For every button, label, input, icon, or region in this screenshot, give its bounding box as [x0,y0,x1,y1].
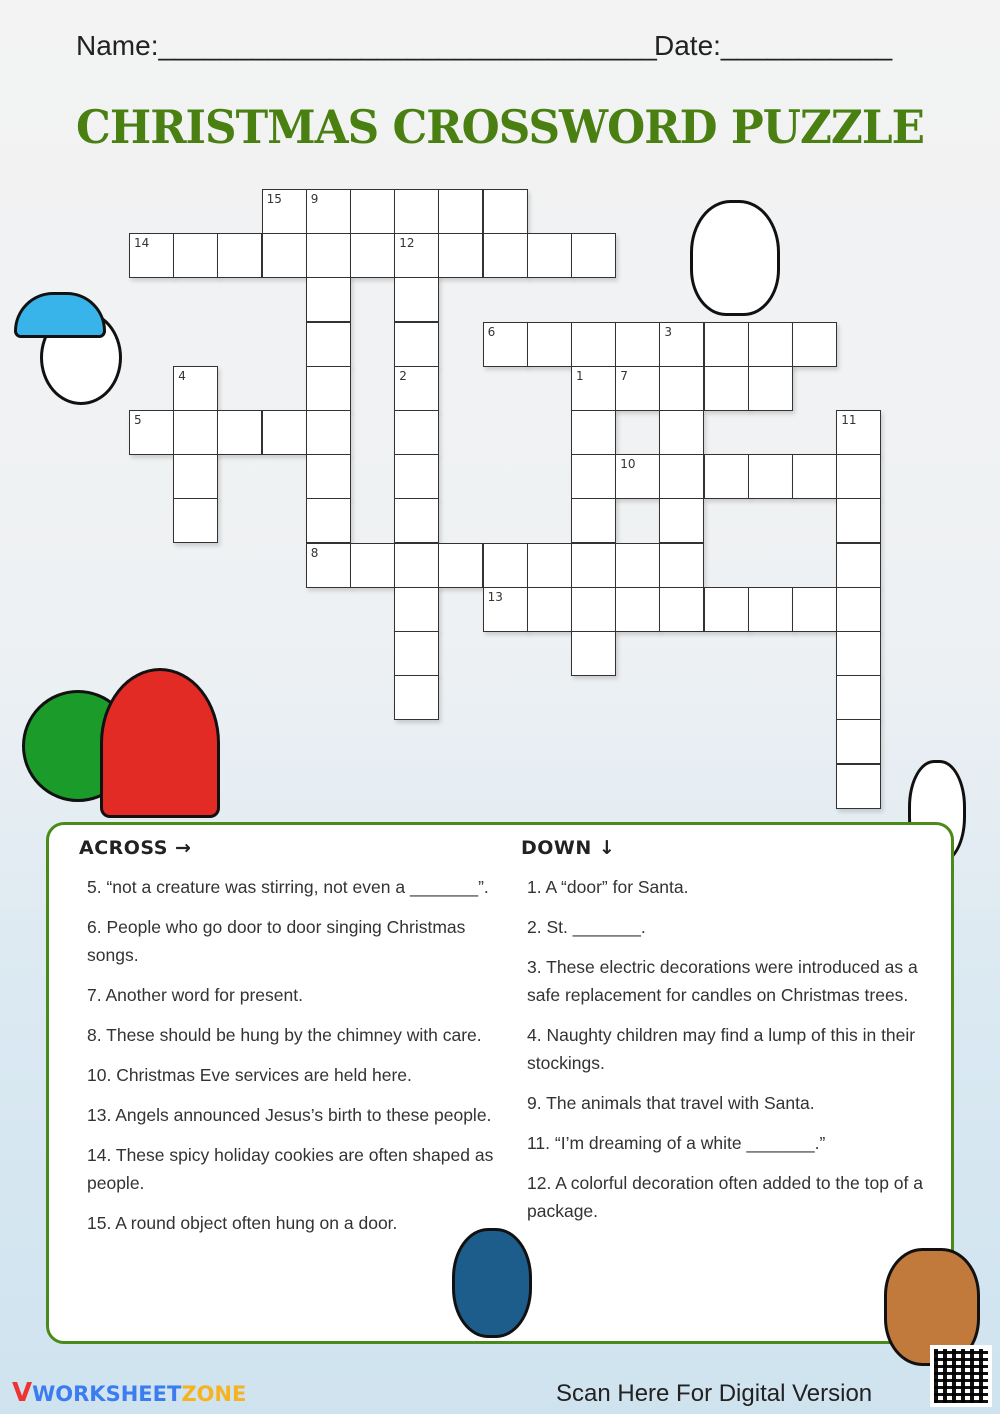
grid-cell[interactable] [394,675,439,720]
grid-cell[interactable] [571,454,616,499]
grid-cell[interactable] [615,454,660,499]
grid-cell[interactable] [792,587,837,632]
grid-cell[interactable] [659,366,704,411]
logo-text-2: ZONE [181,1382,247,1406]
grid-cell[interactable] [748,366,793,411]
snowman-icon [690,200,780,316]
grid-cell[interactable] [394,498,439,543]
grid-cell[interactable] [129,410,174,455]
grid-cell[interactable] [173,366,218,411]
grid-cell[interactable] [659,454,704,499]
grid-cell[interactable] [438,543,483,588]
grid-cell[interactable] [659,543,704,588]
grid-cell[interactable] [306,543,351,588]
clue-number: 13 [487,589,503,604]
grid-cell[interactable] [306,277,351,322]
grid-cell[interactable] [306,189,351,234]
grid-cell[interactable] [173,233,218,278]
grid-cell[interactable] [527,587,572,632]
clue-number: 5 [134,413,142,427]
grid-cell[interactable] [704,366,749,411]
grid-cell[interactable] [394,631,439,676]
worksheetzone-logo[interactable] [12,1378,246,1408]
grid-cell[interactable] [483,322,528,367]
grid-cell[interactable] [306,498,351,543]
down-clue: 2. St. _______. [527,917,646,937]
grid-cell[interactable] [571,366,616,411]
grid-cell[interactable] [394,410,439,455]
grid-cell[interactable] [792,454,837,499]
grid-cell[interactable] [615,543,660,588]
grid-cell[interactable] [571,233,616,278]
clue-number: 6 [487,324,496,339]
santa-icon [100,668,220,818]
grid-cell[interactable] [615,322,660,367]
across-clue: 14. These spicy holiday cookies are often shaped as people. [87,1145,494,1193]
grid-cell[interactable] [129,233,174,278]
grid-cell[interactable] [262,189,307,234]
grid-cell[interactable] [836,498,881,543]
down-clue: 4. Naughty children may find a lump of this in their stockings. [527,1025,916,1073]
down-clue: 12. A colorful decoration often added to the top of a package. [527,1173,923,1221]
down-column [521,837,951,1237]
clue-number: 9 [310,192,319,206]
grid-cell[interactable] [704,322,749,367]
grid-cell[interactable] [306,233,351,278]
grid-cell[interactable] [792,322,837,367]
grid-cell[interactable] [527,322,572,367]
across-clue: 15. A round object often hung on a door. [87,1213,398,1233]
clue-number: 2 [399,368,407,383]
penguin-icon [452,1228,532,1338]
grid-cell[interactable] [306,410,351,455]
grid-cell[interactable] [350,233,395,278]
clue-number: 14 [134,236,150,251]
grid-cell[interactable] [483,587,528,632]
across-heading: ACROSS → [79,837,192,859]
snowman-hat-icon-cap [14,292,106,338]
grid-cell[interactable] [217,410,262,455]
grid-cell[interactable] [615,366,660,411]
grid-cell[interactable] [836,764,881,809]
grid-cell[interactable] [306,366,351,411]
grid-cell[interactable] [217,233,262,278]
down-clue: 3. These electric decorations were introduced as a safe replacement for candles on Christmas trees. [527,957,918,1005]
clue-number: 10 [620,457,636,472]
grid-cell[interactable] [350,543,395,588]
date-field[interactable]: Date:___________ [654,30,893,61]
grid-cell[interactable] [350,189,395,234]
grid-cell[interactable] [836,587,881,632]
grid-cell[interactable] [659,498,704,543]
grid-cell[interactable] [704,454,749,499]
down-clue: 11. “I’m dreaming of a white _______.” [527,1133,826,1153]
grid-cell[interactable] [659,587,704,632]
grid-cell[interactable] [173,410,218,455]
grid-cell[interactable] [173,454,218,499]
grid-cell[interactable] [262,233,307,278]
clue-number: 1 [576,368,584,383]
grid-cell[interactable] [394,322,439,367]
grid-cell[interactable] [173,498,218,543]
across-clue: 5. “not a creature was stirring, not even a _______”. [87,877,489,897]
grid-cell[interactable] [262,410,307,455]
grid-cell[interactable] [394,454,439,499]
grid-cell[interactable] [571,322,616,367]
down-clue: 1. A “door” for Santa. [527,877,689,897]
grid-cell[interactable] [836,543,881,588]
grid-cell[interactable] [483,543,528,588]
grid-cell[interactable] [659,322,704,367]
clue-number: 8 [310,545,319,560]
across-clue: 13. Angels announced Jesus’s birth to these people. [87,1105,492,1125]
down-heading: DOWN ↓ [521,837,616,859]
grid-cell[interactable] [394,543,439,588]
clue-number: 11 [841,413,857,427]
grid-cell[interactable] [836,675,881,720]
qr-code-icon[interactable] [930,1345,992,1407]
grid-cell[interactable] [394,587,439,632]
grid-cell[interactable] [571,498,616,543]
logo-text-1: WORKSHEET [32,1382,182,1406]
grid-cell[interactable] [483,233,528,278]
grid-cell[interactable] [483,189,528,234]
across-clue: 10. Christmas Eve services are held here. [87,1065,412,1085]
grid-cell[interactable] [306,322,351,367]
grid-cell[interactable] [527,233,572,278]
grid-cell[interactable] [659,410,704,455]
grid-cell[interactable] [748,587,793,632]
grid-cell[interactable] [527,543,572,588]
grid-cell[interactable] [394,233,439,278]
clue-number: 3 [664,324,673,339]
grid-cell[interactable] [836,631,881,676]
grid-cell[interactable] [836,454,881,499]
logo-w-icon: V [12,1378,33,1408]
clue-number: 12 [399,236,415,251]
page-title: CHRISTMAS CROSSWORD PUZZLE [76,100,924,154]
grid-cell[interactable] [394,189,439,234]
across-column [79,837,509,1249]
clue-number: 4 [178,368,186,383]
name-field[interactable]: Name:________________________________ [76,30,657,61]
grid-cell[interactable] [748,454,793,499]
scan-text: Scan Here For Digital Version [556,1380,873,1407]
grid-cell[interactable] [394,277,439,322]
grid-cell[interactable] [704,587,749,632]
across-clue: 6. People who go door to door singing Christmas songs. [87,917,466,965]
grid-cell[interactable] [748,322,793,367]
grid-cell[interactable] [571,543,616,588]
across-clue: 7. Another word for present. [87,985,303,1005]
grid-cell[interactable] [306,454,351,499]
clue-number: 7 [620,368,628,383]
grid-cell[interactable] [571,587,616,632]
grid-cell[interactable] [438,233,483,278]
grid-cell[interactable] [571,631,616,676]
grid-cell[interactable] [615,587,660,632]
grid-cell[interactable] [836,719,881,764]
down-clue: 9. The animals that travel with Santa. [527,1093,815,1113]
grid-cell[interactable] [394,366,439,411]
grid-cell[interactable] [836,410,881,455]
grid-cell[interactable] [438,189,483,234]
across-clue: 8. These should be hung by the chimney with care. [87,1025,482,1045]
clue-number: 15 [266,192,282,206]
grid-cell[interactable] [571,410,616,455]
